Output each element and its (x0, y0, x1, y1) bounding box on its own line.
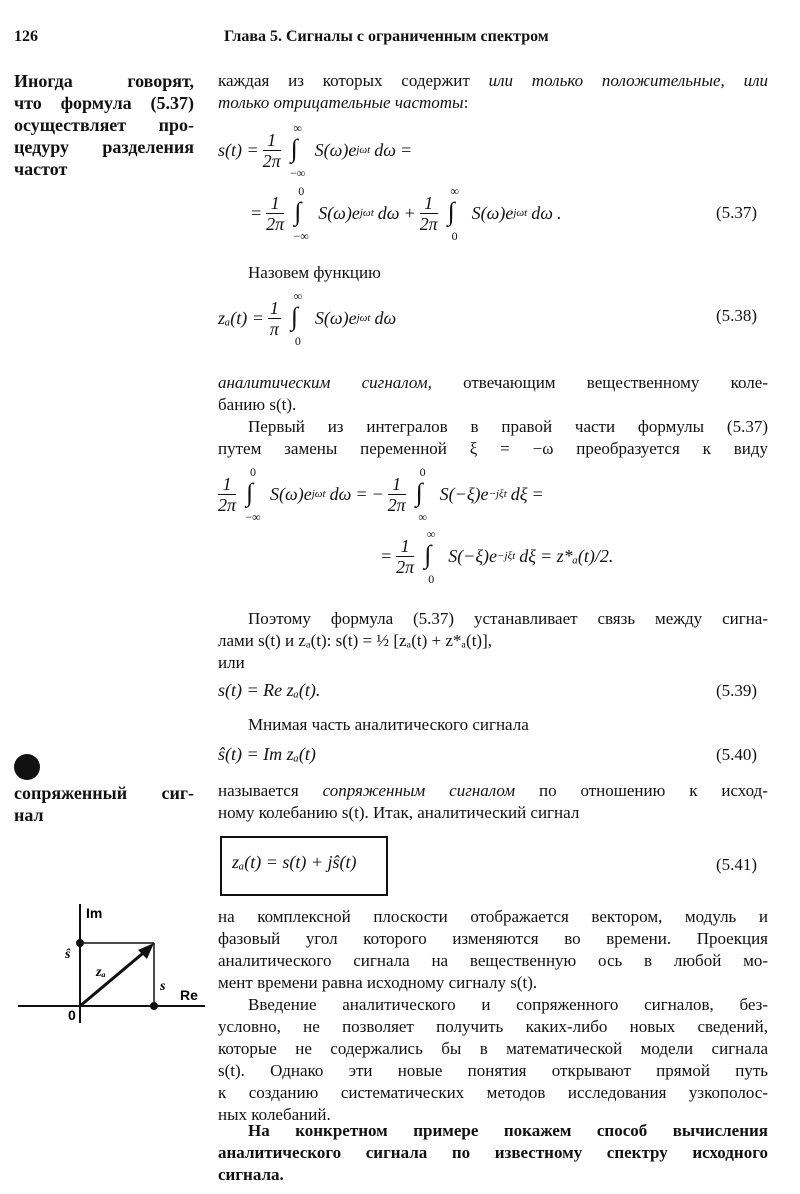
point-s (150, 1002, 158, 1010)
eq-term: S(ω)e (314, 139, 357, 160)
label-za: zₐ (96, 965, 106, 980)
fraction-1-over-2pi: $\frac{1}{2\pi}$ (262, 129, 281, 171)
equation-5-37-line-1: s(t) = $\frac{1}{2\pi}$ ∞ ∫ −∞ S(ω)e jωt dω = (218, 121, 413, 180)
equation-tag-5-38: (5.38) (716, 306, 758, 325)
introduction-paragraph: Введение аналитического и сопряженного сигналов, без- условно, не позволяет получить каких-либо новых сведений, которые не содержались бы в математической модели сигнала s(t). Однако эти новые понятия открывают прямой путь к созданию систематических методов исследования узкополос- ных колебаний. (218, 995, 768, 1124)
label-im: Im (86, 905, 103, 921)
equation-5-41: zₐ(t) = s(t) + jŝ(t) (232, 852, 357, 872)
integral-sign: ∞ ∫ 0 (290, 289, 303, 348)
complex-plane-figure (10, 898, 210, 1028)
equation-xi-line-2: = $\frac{1}{2\pi}$ ∞ ∫ 0 S(−ξ)e −jξt dξ = z*ₐ(t)/2. (380, 527, 614, 586)
intro-emphasis: или только положительные, или (488, 71, 768, 90)
label-s-hat: ŝ (65, 947, 71, 962)
intro-emphasis: только отрицательные частоты (218, 93, 464, 112)
equation-xi-line-1: $\frac{1}{2\pi}$ 0 ∫ −∞ S(ω)e jωt dω = − $\frac{1}{2\pi}$ 0 ∫ ∞ S(−ξ)e −jξt dξ = (218, 465, 544, 524)
equation-tag-5-37: (5.37) (716, 203, 758, 222)
vector-za (80, 949, 148, 1006)
text-mnimaya: Мнимая часть аналитического сигнала (248, 715, 529, 734)
point-s-hat (76, 939, 84, 947)
analytic-signal-paragraph: аналитическим сигналом, отвечающим вещественному коле- банию s(t). (218, 373, 768, 414)
margin-line: цедуру разделения (14, 137, 194, 157)
example-paragraph: На конкретном примере покажем способ вычисления аналитического сигнала по известному спектру исходного сигнала. (218, 1121, 768, 1184)
text-nazovem: Назовем функцию (248, 263, 381, 282)
margin-note-conjugate-signal (14, 782, 194, 826)
equation-tag-5-41: (5.41) (716, 855, 758, 874)
equation-5-38: zₐ(t) = $\frac{1}{\pi}$ ∞ ∫ 0 S(ω)e jωt dω (218, 289, 397, 348)
intro-text: каждая из которых содержит (218, 71, 489, 90)
poetomu-paragraph: Поэтому формула (5.37) устанавливает связь между сигна- лами s(t) и zₐ(t): s(t) = ½ [zₐ(t) + z*ₐ(t)], или (218, 609, 768, 672)
margin-line: что формула (5.37) (14, 93, 194, 113)
equation-tag-5-39: (5.39) (716, 681, 758, 700)
integral-sign: ∞ ∫ 0 (447, 184, 459, 243)
equation-5-37-line-2: = $\frac{1}{2\pi}$ 0 ∫ −∞ S(ω)e jωt dω + $\frac{1}{2\pi}$ ∞ ∫ 0 S(ω)e jωt dω . (250, 184, 562, 243)
margin-line: частот (14, 159, 68, 179)
intro-text: : (463, 93, 469, 112)
page-number: 126 (14, 28, 38, 45)
integral-sign: 0 ∫ ∞ (415, 465, 427, 524)
eq-lhs: s(t) = (218, 139, 259, 160)
running-title: Глава 5. Сигналы с ограниченным спектром (224, 28, 549, 45)
equation-tag-5-40: (5.40) (716, 745, 758, 764)
margin-note-frequency-separation (14, 70, 194, 180)
intro-paragraph (218, 70, 768, 114)
label-origin: 0 (68, 1007, 76, 1023)
vector-paragraph: на комплексной плоскости отображается вектором, модуль и фазовый угол которого изменяются во времени. Проекция аналитического сигнала на вещественную ось в любой мо- мент времени равна исходному сигналу s(t). (218, 907, 768, 992)
integral-sign: ∞ ∫ 0 (424, 527, 436, 586)
bullet-marker (14, 754, 40, 780)
margin-line: сопряженный сиг- (14, 783, 194, 803)
integral-sign: 0 ∫ −∞ (293, 184, 309, 243)
margin-line: нал (14, 805, 44, 825)
term-analytic-signal: аналитическим сигналом (218, 373, 428, 392)
conjugate-paragraph: называется сопряженным сигналом по отношению к исход- ному колебанию s(t). Итак, аналитический сигнал (218, 781, 768, 822)
term-conjugate-signal: сопряженным сигналом (322, 781, 516, 800)
integral-sign: ∞ ∫ −∞ (290, 121, 306, 180)
integral-sign: 0 ∫ −∞ (245, 465, 261, 524)
first-integral-paragraph: Первый из интегралов в правой части формулы (5.37) путем замены переменной ξ = −ω преобразуется к виду (218, 417, 768, 458)
margin-line: осуществляет про- (14, 115, 194, 135)
equation-5-40: ŝ(t) = Im zₐ(t) (218, 744, 316, 764)
margin-line: Иногда говорят, (14, 71, 194, 91)
label-re: Re (180, 987, 198, 1003)
label-s: s (160, 979, 166, 994)
equation-5-39: s(t) = Re zₐ(t). (218, 680, 321, 700)
